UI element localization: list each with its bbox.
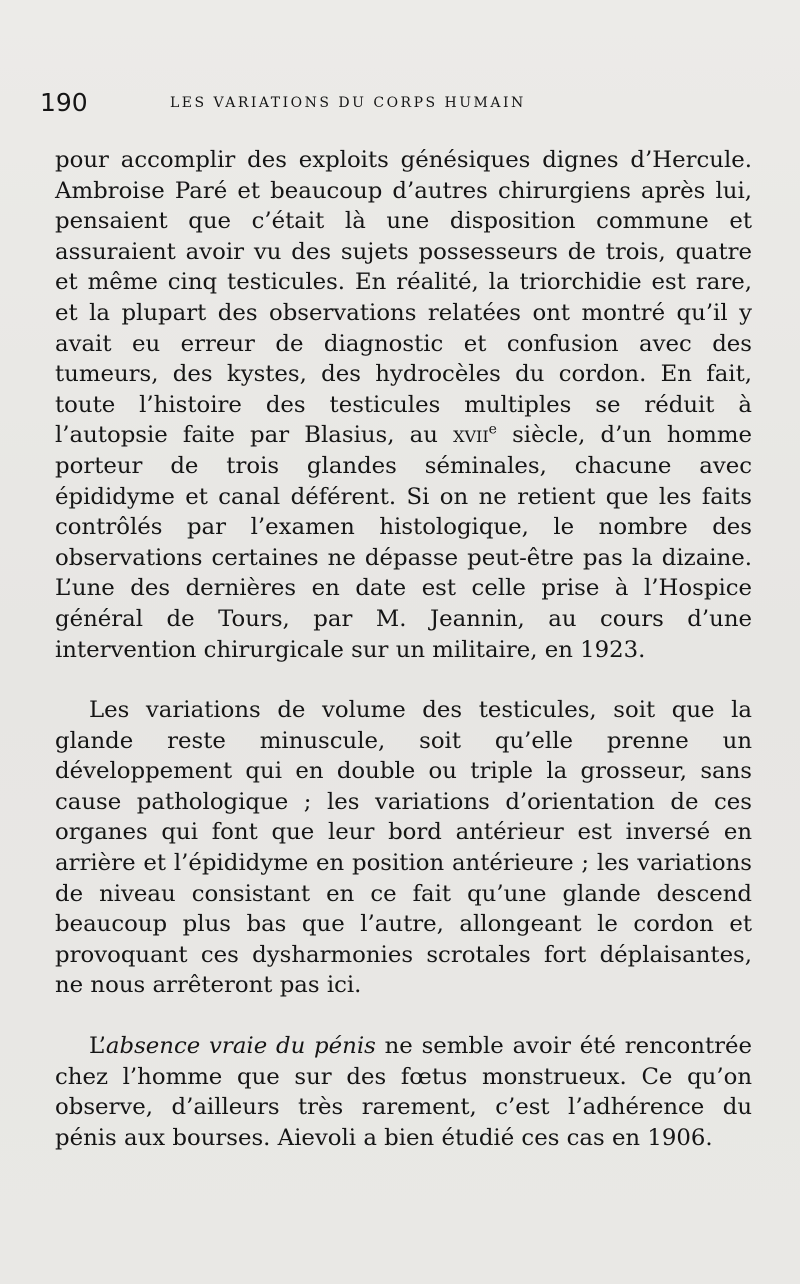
italic-term: absence vraie du pénis	[105, 1033, 376, 1060]
paragraph-prefix: L’	[89, 1033, 106, 1060]
page-number: 190	[40, 88, 88, 117]
century-suffix: e	[488, 421, 497, 438]
body-text	[55, 145, 752, 1153]
paragraph-text: ne semble avoir été rencontrée chez l’homme que sur des fœtus monstrueux. Ce qu’on observe, d’ailleurs très rarement, c’est l’adhérence du pénis aux bourses. Aievoli a bien étudié ces cas en 1906.	[55, 1033, 752, 1151]
century-numeral: xvii	[453, 422, 489, 449]
paragraph-absence-penis	[55, 1031, 752, 1153]
paragraph-text-continued: siècle, d’un homme porteur de trois glandes séminales, chacune avec épididyme et canal déférent. Si on ne retient que les faits contrôlés par l’examen histologique, le nombre des observations certaines ne dépasse peut-être pas la dizaine. L’une des dernières en date est celle prise à l’Hospice général de Tours, par M. Jeannin, au cours d’une intervention chirurgicale sur un militaire, en 1923.	[55, 422, 752, 663]
paragraph-triorchidie	[55, 145, 752, 665]
page-header	[40, 88, 760, 128]
paragraph-text: pour accomplir des exploits génésiques dignes d’Hercule. Ambroise Paré et beaucoup d’autres chirurgiens après lui, pensaient que c’était là une disposition commune et assuraient avoir vu des sujets possesseurs de trois, quatre et même cinq testicules. En réalité, la triorchidie est rare, et la plupart des observations relatées ont montré qu’il y avait eu erreur de diagnostic et confusion avec des tumeurs, des kystes, des hydrocèles du cordon. En fait, toute l’histoire des testicules multiples se réduit à l’autopsie faite par Blasius, au	[55, 147, 752, 449]
paragraph-variations	[55, 695, 752, 1001]
paragraph-text: Les variations de volume des testicules, soit que la glande reste minuscule, soit qu’elle prenne un développement qui en double ou triple la grosseur, sans cause pathologique ; les variations d’orientation de ces organes qui font que leur bord antérieur est inversé en arrière et l’épididyme en position antérieure ; les variations de niveau consistant en ce fait qu’une glande descend beaucoup plus bas que l’autre, allongeant le cordon et provoquant ces dysharmonies scrotales fort déplaisantes, ne nous arrêteront pas ici.	[55, 697, 752, 999]
running-title: LES VARIATIONS DU CORPS HUMAIN	[170, 95, 526, 111]
